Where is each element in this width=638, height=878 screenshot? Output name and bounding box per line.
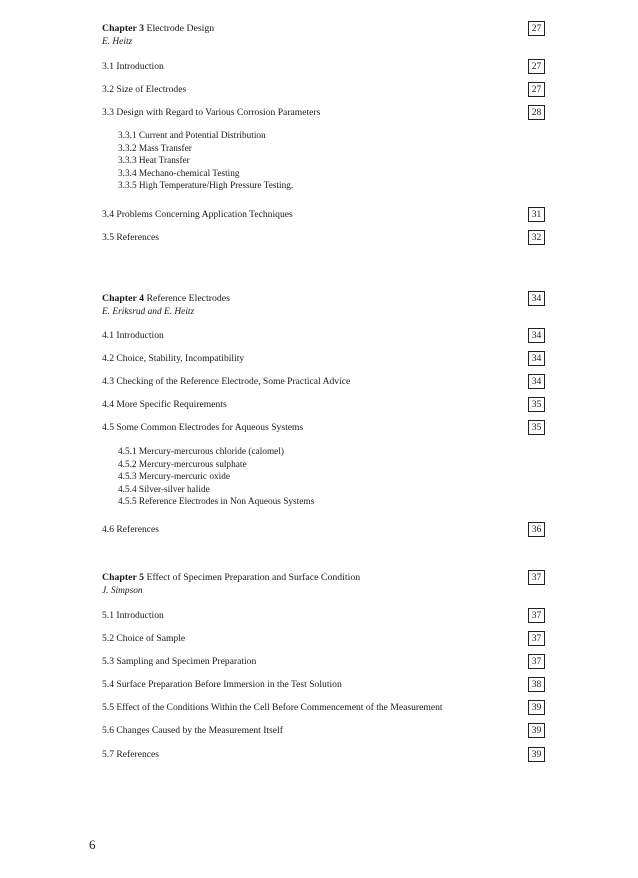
subsection-item: 4.5.4 Silver-silver halide [118,484,210,495]
page-ref: 35 [528,397,545,412]
page-ref: 27 [528,82,545,97]
section-title: 4.3 Checking of the Reference Electrode, Some Practical Advice [102,376,351,387]
section-title: 3.1 Introduction [102,61,164,72]
page-ref: 27 [528,59,545,74]
page-ref: 28 [528,105,545,120]
subsection-item: 4.5.5 Reference Electrodes in Non Aqueous Systems [118,497,315,508]
chapter-authors: E. Heitz [102,37,133,47]
toc-entry [100,398,545,414]
page-number: 6 [89,837,96,852]
section-title: 5.1 Introduction [102,610,164,621]
chapter-title-text: Effect of Specimen Preparation and Surface Condition [146,572,361,583]
page-ref: 34 [528,374,545,389]
page-ref: 34 [528,351,545,366]
page-ref: 39 [528,700,545,715]
toc-entry [100,678,545,694]
page-ref: 37 [528,654,545,669]
subsection-item: 4.5.1 Mercury-mercurous chloride (calomel) [118,447,284,457]
section-title: 5.2 Choice of Sample [102,633,186,644]
toc-entry [100,632,545,648]
page-ref: 39 [528,747,545,762]
toc-entry [100,83,545,99]
section-title: 4.2 Choice, Stability, Incompatibility [102,353,245,364]
section-title: 5.5 Effect of the Conditions Within the Cell Before Commencement of the Measurement [102,702,443,713]
toc-entry [100,421,545,437]
section-title: 4.4 More Specific Requirements [102,399,227,410]
toc-entry [100,352,545,368]
section-title: 3.4 Problems Concerning Application Techniques [102,209,293,220]
chapter-title [102,22,214,36]
toc-entry [100,609,545,625]
page-ref: 38 [528,677,545,692]
chapter-title [102,292,230,306]
page-ref: 34 [528,291,545,306]
chapter-label: Chapter 4 [102,293,145,304]
toc-entry [100,375,545,391]
toc-entry [100,701,545,717]
toc-entry [100,60,545,76]
chapter-title-text: Electrode Design [146,23,215,34]
subsection-item: 3.3.3 Heat Transfer [118,156,190,167]
toc-entry [100,106,545,122]
toc-entry [100,724,545,740]
section-title: 4.1 Introduction [102,330,164,341]
page-ref: 34 [528,328,545,343]
subsection-item: 3.3.4 Mechano-chemical Testing [118,168,240,179]
toc-entry [100,655,545,671]
page-ref: 31 [528,207,545,222]
toc-entry [100,748,545,764]
page-ref: 27 [528,21,545,36]
subsection-item: 3.3.2 Mass Transfer [118,143,192,154]
page-ref: 36 [528,522,545,537]
section-title: 3.2 Size of Electrodes [102,84,187,95]
section-title: 4.5 Some Common Electrodes for Aqueous Systems [102,422,304,433]
chapter-label: Chapter 3 [102,23,145,34]
section-title: 5.6 Changes Caused by the Measurement Itself [102,725,283,736]
section-title: 3.3 Design with Regard to Various Corrosion Parameters [102,107,321,118]
chapter-authors: J. Simpson [102,586,143,596]
page-ref: 37 [528,608,545,623]
page-ref: 37 [528,570,545,585]
page-ref: 35 [528,420,545,435]
chapter-heading [100,571,545,587]
subsection-list [118,130,293,193]
chapter-title-text: Reference Electrodes [146,293,230,304]
chapter-title [102,571,360,585]
chapter-heading [100,22,545,38]
section-title: 5.3 Sampling and Specimen Preparation [102,656,257,667]
chapter-authors: E. Eriksrud and E. Heitz [102,307,195,317]
toc-entry [100,329,545,345]
page-ref: 32 [528,230,545,245]
section-title: 4.6 References [102,524,160,535]
subsection-item: 4.5.3 Mercury-mercuric oxide [118,472,231,483]
chapter-label: Chapter 5 [102,572,145,583]
subsection-list [118,446,314,509]
subsection-item: 3.3.5 High Temperature/High Pressure Testing. [118,181,294,192]
toc-entry [100,523,545,539]
section-title: 5.7 References [102,749,160,760]
toc-entry [100,208,545,224]
subsection-item: 3.3.1 Current and Potential Distribution [118,131,266,141]
page-ref: 39 [528,723,545,738]
section-title: 3.5 References [102,232,160,243]
toc-entry [100,231,545,247]
subsection-item: 4.5.2 Mercury-mercurous sulphate [118,459,247,470]
page-ref: 37 [528,631,545,646]
section-title: 5.4 Surface Preparation Before Immersion in the Test Solution [102,679,342,690]
